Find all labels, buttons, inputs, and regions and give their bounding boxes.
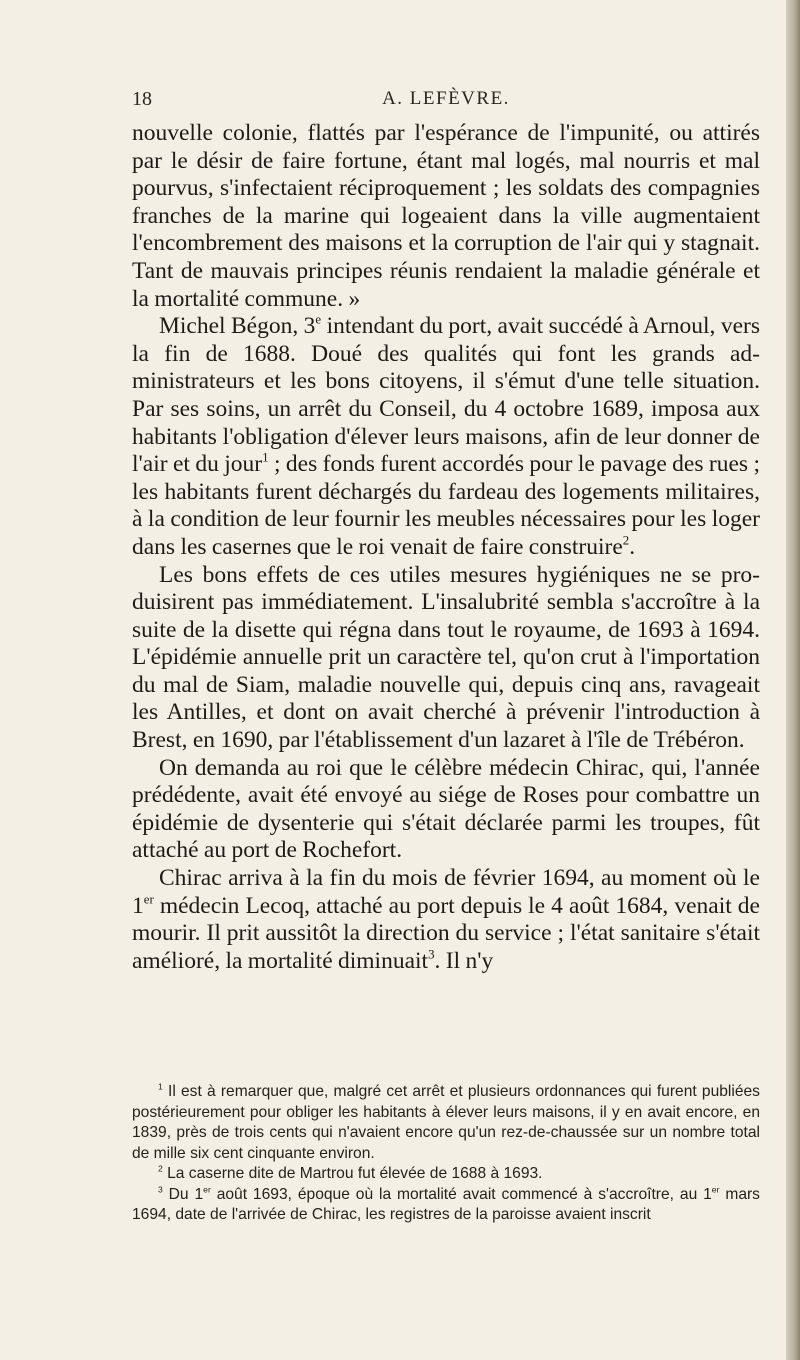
text-run: . Il n'y: [434, 947, 494, 974]
footnote-ref: 2: [622, 532, 630, 548]
text-run: Michel Bégon, 3: [159, 313, 316, 340]
text-run: médecin Lecoq, attaché au port depuis le 4 août 1684, venait de mourir. Il prit aussitôt la direction du service ; l'état sanitaire s'était amélioré, la mortalité diminuait: [132, 892, 760, 974]
paragraph: [132, 865, 760, 975]
superscript: e: [315, 311, 322, 327]
book-spine-edge: [786, 0, 800, 1360]
footnote: [132, 1185, 760, 1226]
paragraph-continued: nouvelle colonie, flattés par l'espérance de l'impunité, ou attirés par le désir de faire fortune, étant mal logés, mal nourris et mal pourvus, s'infectaient réciproquement ; les soldats des compagnies franches de la marine qui logeaient dans la ville augmentaient l'encombrement des maisons et la corruption de l'air qui y stagnait. Tant de mauvais principes réunis rendaient la maladie générale et la mortalité commune. »: [132, 120, 760, 312]
footnotes: [132, 1082, 760, 1226]
paragraph: On demanda au roi que le célèbre médecin Chirac, qui, l'année prédédente, avait été envoyé au siége de Roses pour combattre un épidémie de dysenterie qui s'était déclarée parmi les troupes, fût attaché au port de Rochefort.: [132, 754, 760, 864]
text-run: .: [629, 533, 636, 560]
page-header: [132, 86, 760, 116]
superscript: er: [711, 1184, 720, 1195]
paragraph: [132, 313, 760, 561]
footnote-ref: 3: [428, 946, 435, 962]
text-run: intendant du port, avait succédé à Arnoul, vers la fin de 1688. Doué des qualités qui font les grands administrateurs et les bons citoyens, il s'émut d'une telle situation. Par ses soins, un arrêt du Conseil, du 4 octobre 1689, imposa aux habitants l'obligation d'élever leurs maisons, afin de leur donner de l'air et du jour: [132, 313, 761, 478]
superscript: er: [143, 890, 154, 906]
text-run: Chirac arriva à la fin du mois de février 1694, au moment où le 1: [132, 865, 760, 919]
footnote-text: Du 1: [168, 1185, 204, 1203]
footnote-text: mars 1694, date de l'arrivée de Chirac, les registres de la paroisse avaient inscrit: [132, 1185, 760, 1223]
footnote: [132, 1164, 760, 1185]
footnote-text: Il est à remarquer que, malgré cet arrêt et plusieurs ordonnances qui furent publiées postérieurement pour obliger les habitants à élever leurs maisons, il y en avait encore, en 1839, près de trois cents qui n'avaient encore qu'un rez-de-chaussée sur un nombre total de mille six cent cinquante environ.: [132, 1083, 760, 1162]
footnote-number: 1: [158, 1081, 163, 1092]
footnote-ref: 1: [262, 449, 269, 465]
footnote-number: 2: [158, 1163, 163, 1174]
superscript: er: [203, 1184, 211, 1195]
page-number: 18: [132, 88, 152, 110]
footnote-number: 3: [158, 1184, 163, 1195]
footnote-text: août 1693, époque où la mortalité avait commencé à s'accroître, au 1: [210, 1185, 712, 1203]
paragraph: Les bons effets de ces utiles mesures hygiéniques ne se produisirent pas immédiatement. L'insalubrité sembla s'accroître à la suite de la disette qui régna dans tout le royaume, de 1693 à 1694. L'épidémie annuelle prit un caractère tel, qu'on crut à l'importation du mal de Siam, maladie nouvelle qui, depuis cinq ans, ravageait les Antilles, et dont on avait cherché à prévenir l'introduction à Brest, en 1690, par l'établissement d'un lazaret à l'île de Trébéron.: [132, 561, 760, 754]
body-text: [132, 120, 760, 975]
footnote: [132, 1082, 760, 1164]
footnote-text: La caserne dite de Martrou fut élevée de 1688 à 1693.: [167, 1165, 543, 1182]
text-run: ; des fonds furent accordés pour le pavage des rues ; les habitants furent déchargés du fardeau des logements militaires, à la condition de leur fournir les meubles nécessaires pour les loger dans les casernes que le roi venait de faire construire: [132, 451, 760, 560]
running-head: A. LEFÈVRE.: [382, 88, 510, 109]
